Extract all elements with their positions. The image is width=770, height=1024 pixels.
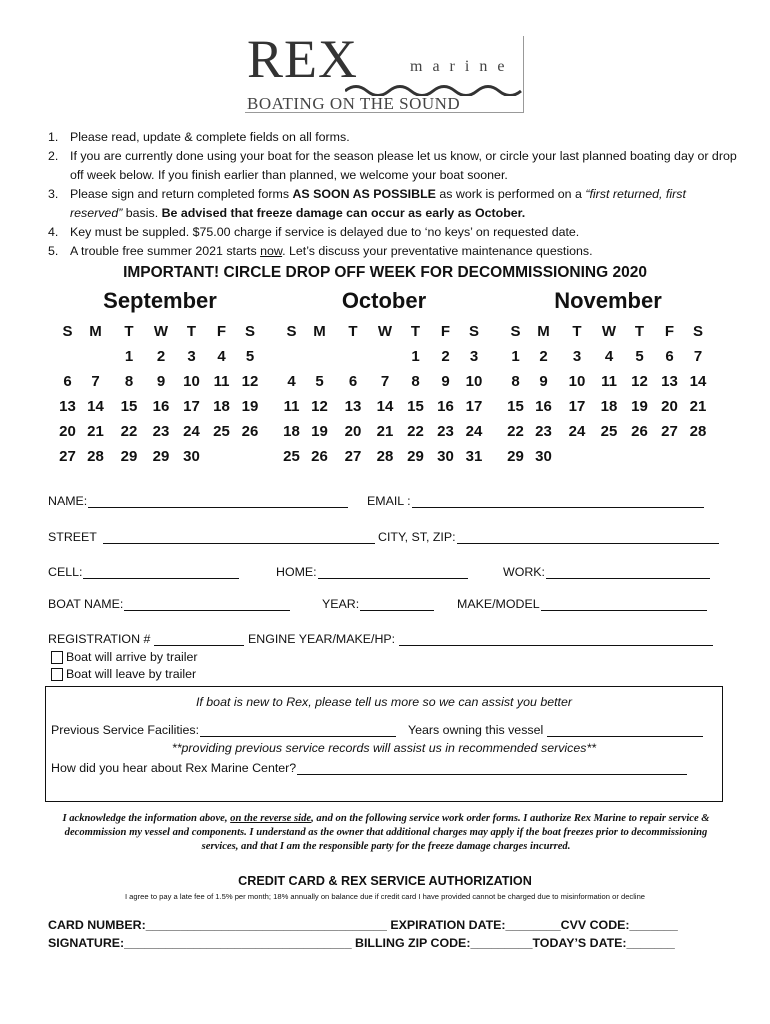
instruction-item: [48, 147, 738, 185]
month-title: November: [554, 288, 662, 313]
month-grid: [504, 318, 712, 469]
day-cell[interactable]: 13: [661, 373, 678, 390]
day-cell[interactable]: 26: [311, 448, 328, 465]
day-cell[interactable]: 19: [241, 398, 259, 415]
day-cell[interactable]: 24: [183, 423, 200, 440]
engine-label: ENGINE YEAR/MAKE/HP:: [248, 632, 396, 646]
day-cell[interactable]: 17: [465, 398, 483, 415]
weekday-label: S: [244, 322, 255, 340]
weekday-label: W: [601, 322, 617, 340]
day-cell[interactable]: 19: [311, 423, 328, 440]
registration-field[interactable]: [48, 632, 244, 646]
day-cell[interactable]: 20: [59, 423, 76, 440]
leave-trailer-checkbox[interactable]: [51, 667, 196, 681]
home-label: HOME:: [276, 565, 317, 579]
email-field[interactable]: [367, 494, 704, 508]
weekday-label: W: [377, 322, 393, 340]
day-cell[interactable]: 1: [124, 348, 134, 365]
week-row: [504, 394, 712, 419]
week-row: [56, 419, 264, 444]
weekday-label: W: [153, 322, 169, 340]
weekday-label: S: [692, 322, 703, 340]
day-cell[interactable]: 2: [441, 348, 450, 365]
weekday-label: S: [62, 322, 73, 340]
calendar-november: [504, 288, 712, 469]
ack-part-b: , and on the following service work order forms. I authorize Rex Marine to repair service & decommission my vessel and components. I understand as the owner that additional charges may apply if the boat freezes prior to decommissioning services, and that I am the responsible party for the freeze damage charges incurred.: [64, 813, 710, 852]
month-title: October: [341, 288, 427, 313]
cell-field[interactable]: [48, 565, 239, 579]
weekday-label: F: [664, 322, 675, 340]
day-cell[interactable]: 1: [511, 348, 520, 365]
weekday-label: T: [572, 322, 582, 340]
arrive-label: Boat will arrive by trailer: [66, 650, 198, 664]
day-cell[interactable]: 3: [469, 348, 479, 365]
engine-field[interactable]: [248, 632, 713, 646]
day-cell[interactable]: 17: [568, 398, 586, 415]
day-cell: [370, 344, 400, 369]
day-cell[interactable]: 8: [124, 373, 134, 390]
day-cell[interactable]: 20: [344, 423, 362, 440]
day-cell[interactable]: 3: [187, 348, 196, 365]
day-cell[interactable]: 26: [631, 423, 648, 440]
week-row: [504, 419, 712, 444]
weekday-label: S: [510, 322, 521, 340]
day-cell[interactable]: 18: [283, 423, 300, 440]
day-cell[interactable]: 22: [507, 423, 524, 440]
day-cell[interactable]: 15: [407, 398, 424, 415]
city-label: CITY, ST, ZIP:: [378, 530, 456, 544]
day-cell[interactable]: 12: [311, 398, 328, 415]
arrive-trailer-checkbox[interactable]: [51, 650, 198, 664]
day-cell[interactable]: 24: [568, 423, 586, 440]
day-cell[interactable]: 21: [689, 398, 707, 415]
day-cell[interactable]: 13: [59, 398, 76, 415]
day-cell[interactable]: 21: [87, 423, 104, 440]
day-cell[interactable]: 27: [59, 448, 76, 465]
day-cell[interactable]: 3: [572, 348, 582, 365]
logo-name: REX: [247, 29, 358, 89]
instruction-text: Be advised that freeze damage can occur as early as October.: [161, 206, 526, 220]
name-field[interactable]: [48, 494, 348, 508]
instruction-text: Key must be suppled. $75.00 charge if service is delayed due to ‘no keys’ on requested date.: [70, 225, 580, 239]
work-field[interactable]: [503, 565, 710, 579]
day-cell[interactable]: 14: [689, 373, 707, 390]
instruction-text: . Let’s discuss your preventative maintenance questions.: [282, 244, 593, 258]
day-cell[interactable]: 29: [407, 448, 424, 465]
day-cell[interactable]: 7: [693, 348, 703, 365]
day-cell[interactable]: 23: [152, 423, 170, 440]
day-cell: [560, 444, 594, 469]
day-cell[interactable]: 8: [411, 373, 420, 390]
weekday-label: F: [440, 322, 451, 340]
day-cell[interactable]: 19: [631, 398, 648, 415]
day-cell[interactable]: 2: [156, 348, 166, 365]
day-cell[interactable]: 30: [535, 448, 552, 465]
day-cell[interactable]: 18: [600, 398, 618, 415]
late-fee-text: I agree to pay a late fee of 1.5% per month; 18% annually on balance due if credit card I have provided cannot be charged due to misinformation or decline: [124, 892, 646, 901]
day-cell[interactable]: 16: [535, 398, 552, 415]
day-cell[interactable]: 28: [376, 448, 394, 465]
weekday-label: T: [634, 322, 645, 340]
day-cell: [655, 444, 684, 469]
street-field[interactable]: [48, 530, 375, 544]
checkbox-icon[interactable]: [51, 651, 63, 664]
street-label: STREET: [48, 530, 97, 544]
day-cell[interactable]: 29: [152, 448, 170, 465]
day-cell[interactable]: 27: [661, 423, 678, 440]
signature-row[interactable]: SIGNATURE:_________________________________ BILLING ZIP CODE:_________TODAY’S DATE:_______: [48, 936, 675, 950]
day-cell[interactable]: 7: [91, 373, 100, 390]
day-cell[interactable]: 17: [183, 398, 200, 415]
week-row: [56, 369, 264, 394]
day-cell[interactable]: 12: [241, 373, 259, 390]
week-row: [280, 444, 488, 469]
day-cell[interactable]: 21: [376, 423, 394, 440]
day-cell[interactable]: 9: [156, 373, 166, 390]
day-cell: [684, 444, 712, 469]
day-cell[interactable]: 16: [152, 398, 170, 415]
week-row: [504, 344, 712, 369]
leave-label: Boat will leave by trailer: [66, 667, 197, 681]
day-cell[interactable]: 6: [63, 373, 72, 390]
weekday-label: S: [468, 322, 479, 340]
new-customer-box: [45, 686, 723, 802]
years-label: Years owning this vessel: [408, 723, 544, 737]
day-cell[interactable]: 13: [344, 398, 362, 415]
day-cell[interactable]: 20: [661, 398, 678, 415]
credit-card-title: CREDIT CARD & REX SERVICE AUTHORIZATION: [238, 874, 532, 888]
weekday-label: S: [286, 322, 297, 340]
day-cell[interactable]: 28: [689, 423, 707, 440]
instruction-item: [48, 223, 738, 242]
email-label: EMAIL :: [367, 494, 411, 508]
week-row: [280, 394, 488, 419]
instruction-number: 1.: [48, 130, 59, 144]
ack-part-a: I acknowledge the information above,: [62, 813, 231, 824]
day-cell: [56, 344, 79, 369]
day-cell[interactable]: 25: [600, 423, 618, 440]
instruction-text: as work is performed on a: [435, 187, 586, 201]
weekday-label: M: [89, 322, 102, 340]
cell-label: CELL:: [48, 565, 83, 579]
day-cell[interactable]: 11: [601, 373, 617, 390]
day-cell[interactable]: 27: [344, 448, 362, 465]
day-cell[interactable]: 8: [511, 373, 520, 390]
day-cell[interactable]: 11: [283, 398, 300, 415]
logo-tagline: BOATING ON THE SOUND: [247, 94, 461, 113]
logo-sub: marine: [410, 58, 515, 75]
day-cell[interactable]: 15: [120, 398, 138, 415]
day-cell: [280, 344, 303, 369]
registration-label: REGISTRATION #: [48, 632, 151, 646]
day-cell[interactable]: 9: [539, 373, 548, 390]
day-cell[interactable]: 18: [213, 398, 230, 415]
important-heading: IMPORTANT! CIRCLE DROP OFF WEEK FOR DECOMMISSIONING 2020: [123, 264, 647, 281]
month-grid: [280, 318, 488, 469]
day-cell[interactable]: 12: [631, 373, 648, 390]
day-cell[interactable]: 11: [213, 373, 230, 390]
day-cell[interactable]: 2: [539, 348, 548, 365]
instruction-text: AS SOON AS POSSIBLE: [292, 187, 436, 201]
week-row: [504, 444, 712, 469]
previous-label: Previous Service Facilities:: [51, 723, 200, 737]
day-cell[interactable]: 6: [665, 348, 674, 365]
day-cell: [624, 444, 655, 469]
make-model-field[interactable]: [457, 597, 707, 611]
weekday-label: M: [313, 322, 326, 340]
day-cell[interactable]: 5: [245, 348, 255, 365]
calendar-september: [56, 288, 264, 469]
day-cell[interactable]: 4: [604, 348, 614, 365]
day-cell[interactable]: 5: [315, 373, 324, 390]
day-cell: [207, 444, 236, 469]
day-cell[interactable]: 24: [465, 423, 483, 440]
instruction-number: 4.: [48, 225, 59, 239]
day-cell[interactable]: 29: [120, 448, 138, 465]
day-cell[interactable]: 28: [87, 448, 104, 465]
day-cell[interactable]: 10: [183, 373, 200, 390]
day-cell: [236, 444, 264, 469]
work-label: WORK:: [503, 565, 545, 579]
day-cell[interactable]: 16: [437, 398, 454, 415]
day-cell[interactable]: 31: [465, 448, 483, 465]
day-cell[interactable]: 15: [507, 398, 524, 415]
day-cell[interactable]: 30: [437, 448, 454, 465]
instruction-item: [48, 128, 738, 147]
day-cell[interactable]: 10: [568, 373, 586, 390]
day-cell: [79, 344, 112, 369]
years-owning-field[interactable]: [408, 723, 703, 737]
home-field[interactable]: [276, 565, 468, 579]
boat-name-field[interactable]: [48, 597, 290, 611]
checkbox-icon[interactable]: [51, 668, 63, 681]
week-row: [280, 369, 488, 394]
records-note: **providing previous service records will assist us in recommended services**: [171, 741, 597, 755]
boat-name-label: BOAT NAME:: [48, 597, 124, 611]
week-row: [280, 419, 488, 444]
instruction-text: “first returned, first reserved”: [70, 187, 686, 220]
day-cell[interactable]: 14: [87, 398, 104, 415]
new-customer-title: If boat is new to Rex, please tell us more so we can assist you better: [195, 695, 573, 709]
day-cell: [336, 344, 370, 369]
day-cell[interactable]: 30: [183, 448, 200, 465]
day-cell[interactable]: 10: [465, 373, 483, 390]
day-cell[interactable]: 25: [213, 423, 230, 440]
instruction-number: 3.: [48, 187, 59, 201]
referral-label: How did you hear about Rex Marine Center?: [51, 761, 297, 775]
day-cell[interactable]: 7: [380, 373, 390, 390]
card-number-row[interactable]: CARD NUMBER:___________________________________ EXPIRATION DATE:________CVV CODE:_______: [48, 918, 678, 932]
referral-field[interactable]: [51, 761, 687, 775]
week-row: [56, 444, 264, 469]
week-row: [280, 344, 488, 369]
day-cell[interactable]: 4: [287, 373, 296, 390]
week-row: [56, 344, 264, 369]
city-field[interactable]: [378, 530, 719, 544]
day-cell[interactable]: 23: [535, 423, 552, 440]
name-label: NAME:: [48, 494, 88, 508]
instruction-text: basis.: [122, 206, 162, 220]
week-row: [504, 369, 712, 394]
weekday-label: F: [216, 322, 227, 340]
instruction-text: now: [260, 244, 283, 258]
calendar-october: [280, 288, 488, 469]
year-label: YEAR:: [322, 597, 360, 611]
rex-marine-logo: [245, 29, 525, 114]
instruction-text: If you are currently done using your boat for the season please let us know, or circle your last planned boating day or drop off week below. If you finish earlier than planned, we welcome your boat sooner.: [70, 149, 737, 182]
day-cell[interactable]: 5: [635, 348, 644, 365]
day-cell[interactable]: 1: [411, 348, 420, 365]
day-cell[interactable]: 6: [348, 373, 358, 390]
instruction-text: Please read, update & complete fields on all forms.: [70, 130, 350, 144]
year-field[interactable]: [322, 597, 434, 611]
instruction-number: 2.: [48, 149, 59, 163]
instruction-text: Please sign and return completed forms: [70, 187, 293, 201]
instruction-item: [48, 242, 738, 261]
make-model-label: MAKE/MODEL: [457, 597, 540, 611]
instruction-text: A trouble free summer 2021 starts: [70, 244, 261, 258]
day-cell[interactable]: 9: [441, 373, 450, 390]
weekday-label: T: [410, 322, 421, 340]
ack-reverse-side: on the reverse side: [230, 813, 312, 824]
instructions-list: [48, 128, 738, 261]
day-cell[interactable]: 22: [120, 423, 138, 440]
instruction-item: [48, 185, 738, 223]
day-cell[interactable]: 25: [283, 448, 300, 465]
weekday-label: T: [348, 322, 358, 340]
weekday-label: T: [124, 322, 134, 340]
acknowledgement-text: [50, 812, 722, 854]
month-title: September: [103, 288, 217, 313]
day-cell[interactable]: 23: [437, 423, 454, 440]
previous-facilities-field[interactable]: [51, 723, 396, 737]
day-cell[interactable]: 22: [407, 423, 424, 440]
weekday-label: T: [186, 322, 197, 340]
instruction-number: 5.: [48, 244, 59, 258]
day-cell[interactable]: 14: [376, 398, 394, 415]
month-grid: [56, 318, 264, 469]
day-cell: [594, 444, 624, 469]
day-cell[interactable]: 26: [241, 423, 259, 440]
day-cell: [303, 344, 336, 369]
day-cell[interactable]: 29: [507, 448, 524, 465]
day-cell[interactable]: 4: [217, 348, 226, 365]
week-row: [56, 394, 264, 419]
weekday-label: M: [537, 322, 550, 340]
